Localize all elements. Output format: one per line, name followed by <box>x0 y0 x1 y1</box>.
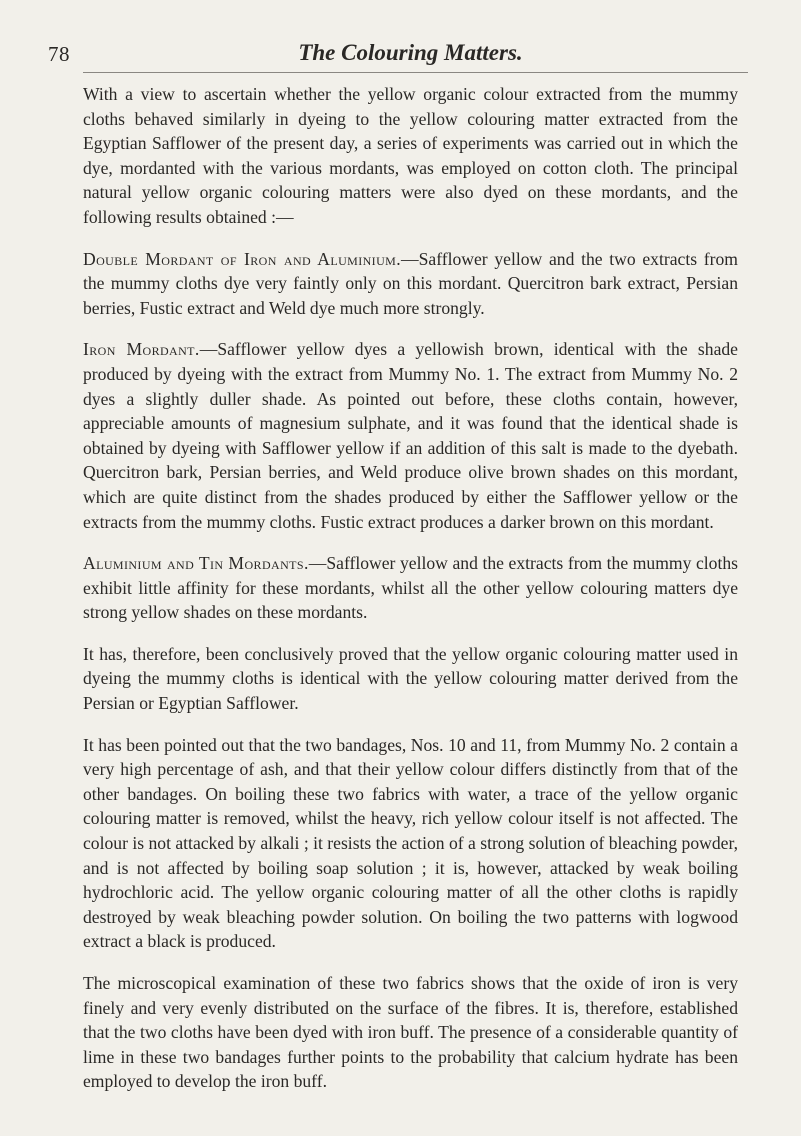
paragraph <box>83 971 738 1094</box>
paragraph-text: It has, therefore, been conclusively proved that the yellow organic colouring matter used in dyeing the mummy cloths is identical with the yellow colouring matter derived from the Persian or Egyptian Safflower. <box>83 643 738 714</box>
paragraph-text: It has been pointed out that the two bandages, Nos. 10 and 11, from Mummy No. 2 contain a very high percentage of ash, and that their yellow colour differs distinctly from that of the other bandages. On boiling these two fabrics with water, a trace of the yellow organic colouring matter is removed, whilst the heavy, rich yellow colour itself is not affected. The colour is not attacked by alkali ; it resists the action of a strong solution of bleaching powder, and is not affected by boiling soap solution ; it is, however, attacked by weak boiling hydrochloric acid. The yellow organic colouring matter of all the other cloths is rapidly destroyed by weak bleaching powder solution. On boiling the two patterns with logwood extract a black is produced. <box>83 734 738 952</box>
paragraph <box>83 642 738 716</box>
section-lead: Iron Mordant. <box>83 339 200 360</box>
section-lead: Aluminium and Tin Mordants. <box>83 553 309 574</box>
paragraph-text: With a view to ascertain whether the yellow organic colour extracted from the mummy cloths behaved similarly in dyeing to the yellow colouring matter extracted from the Egyptian Safflower of the present day, a series of experiments was carried out in which the dye, mordanted with the various mordants, was employed on cotton cloth. The principal natural yellow organic colouring matters were also dyed on these mordants, and the following results obtained :— <box>83 84 738 227</box>
paragraph <box>83 337 738 534</box>
page-number: 78 <box>48 42 70 66</box>
paragraph-text: —Safflower yellow and the two extracts from the mummy cloths dye very faintly only on this mordant. Quercitron bark extract, Persian berries, Fustic extract and Weld dye much more strongly. <box>83 248 738 318</box>
paragraph <box>83 247 738 321</box>
paragraph-text: —Safflower yellow and the extracts from the mummy cloths exhibit little affinity for these mordants, whilst all the other yellow colouring matters dye strong yellow shades on these mordants. <box>83 553 738 623</box>
paragraph <box>83 82 738 230</box>
page-header <box>0 38 801 72</box>
paragraph-text: The microscopical examination of these two fabrics shows that the oxide of iron is very finely and very evenly distributed on the surface of the fibres. It is, therefore, established that the two cloths have been dyed with iron buff. The presence of a considerable quantity of lime in these two bandages further points to the probability that calcium hydrate has been employed to develop the iron buff. <box>83 973 738 1092</box>
section-lead: Double Mordant of Iron and Aluminium. <box>83 248 402 269</box>
body-text <box>83 82 738 1111</box>
paragraph-text: —Safflower yellow dyes a yellowish brown, identical with the shade produced by dyeing with the extract from Mummy No. 1. The extract from Mummy No. 2 dyes a slightly duller shade. As pointed out before, these cloths contain, however, appreciable amounts of magnesium sulphate, and it was found that the identical shade is obtained by dyeing with Safflower yellow if an addition of this salt is made to the dyebath. Quercitron bark, Persian berries, and Weld produce olive brown shades on this mordant, which are quite distinct from the shades produced by either the Safflower yellow or the extracts from the mummy cloths. Fustic extract produces a darker brown on this mordant. <box>83 339 738 532</box>
paragraph <box>83 733 738 954</box>
header-rule <box>83 72 748 73</box>
running-title: The Colouring Matters. <box>298 40 523 65</box>
paragraph <box>83 551 738 625</box>
